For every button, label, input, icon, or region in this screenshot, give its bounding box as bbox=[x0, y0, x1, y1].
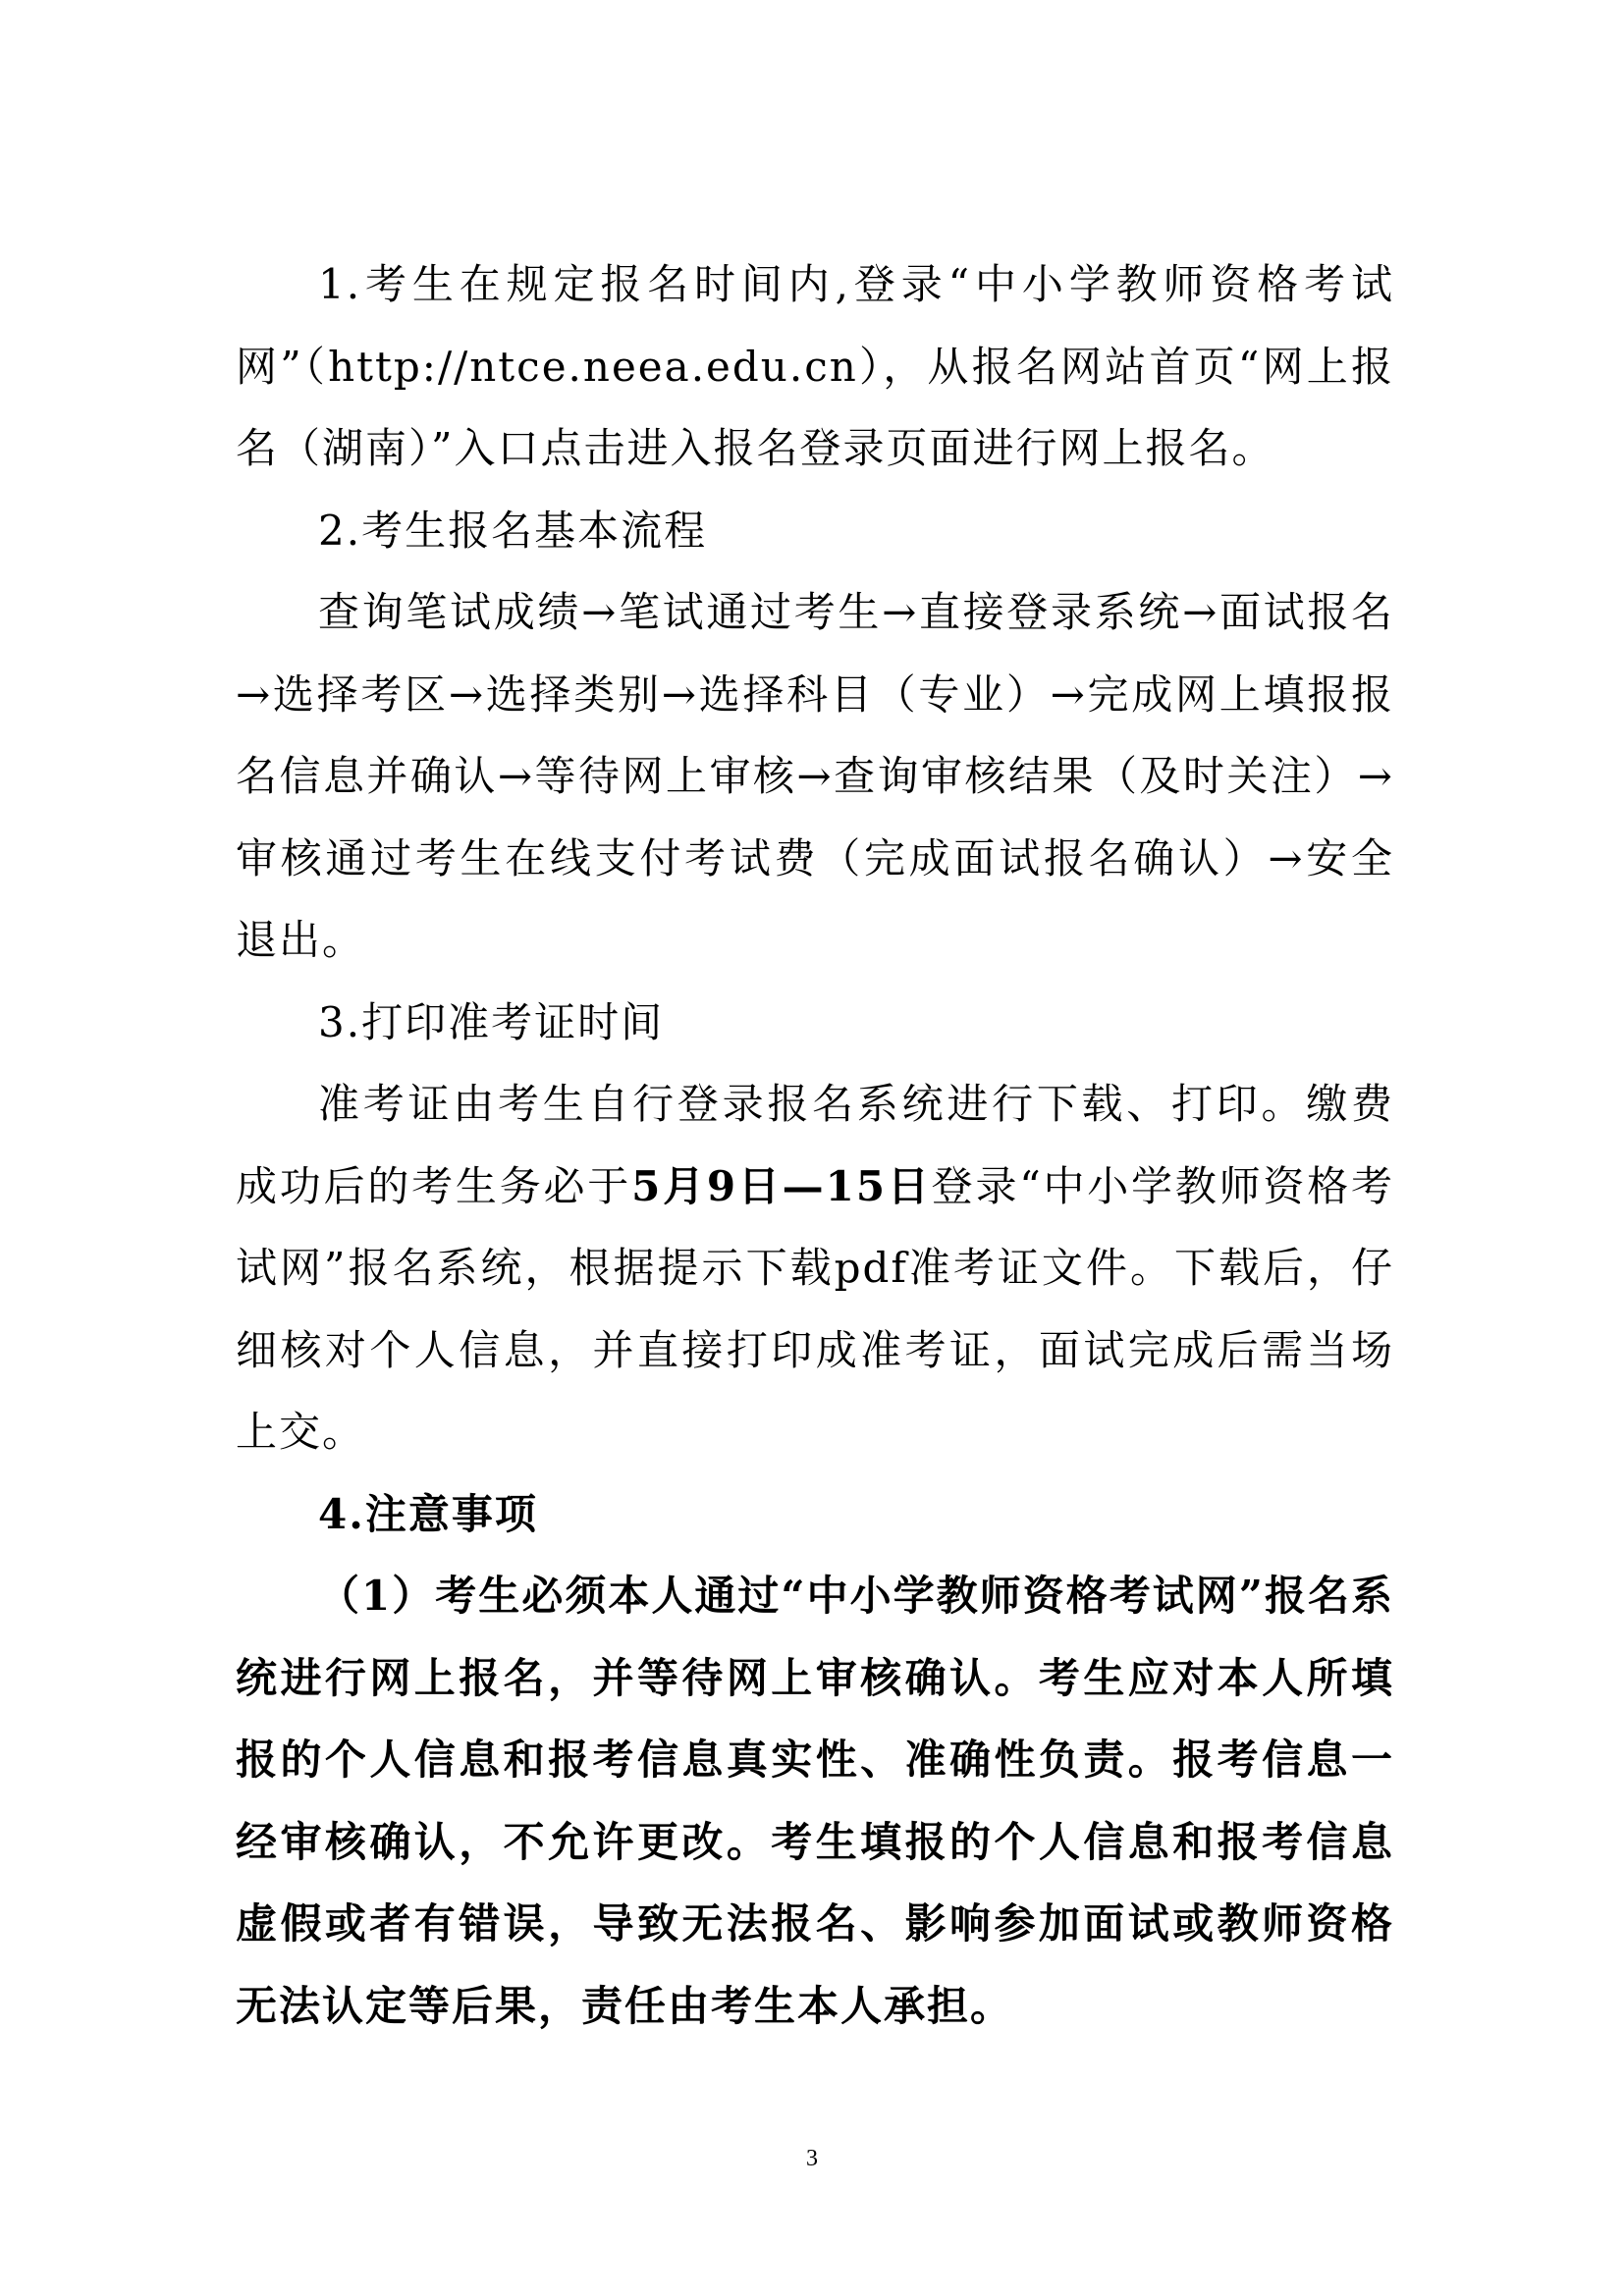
admission-ticket-text-end: 登录“中小学教师资格考试网”报名系统，根据提示下载pdf准考证文件。下载后，仔细核对个人信息，并直接打印成准考证，面试完成后需当场上交。 bbox=[236, 1161, 1394, 1456]
admission-ticket-text-start: 准考证由考生自行登录报名系统进行下载、打印。缴费成功后的考生务必于 bbox=[236, 1080, 1394, 1210]
paragraph-note-1: （1）考生必须本人通过“中小学教师资格考试网”报名系统进行网上报名，并等待网上审核确认。考生应对本人所填报的个人信息和报考信息真实性、准确性负责。报考信息一经审核确认，不允许更改。考生填报的个人信息和报考信息虚假或者有错误，导致无法报名、影响参加面试或教师资格无法认定等后果，责任由考生本人承担。 bbox=[236, 1572, 1394, 2030]
heading-notes: 4.注意事项 bbox=[318, 1489, 538, 1538]
paragraph-registration-flow: 查询笔试成绩→笔试通过考生→直接登录系统→面试报名→选择考区→选择类别→选择科目（专业）→完成网上填报报名信息并确认→等待网上审核→查询审核结果（及时关注）→审核通过考生在线支付考试费（完成面试报名确认）→安全退出。 bbox=[236, 588, 1394, 964]
paragraph-registration-login: 1.考生在规定报名时间内,登录“中小学教师资格考试网”（http://ntce.neea.edu.cn），从报名网站首页“网上报名（湖南）”入口点击进入报名登录页面进行网上报名。 bbox=[236, 260, 1394, 472]
heading-admission-ticket-time: 3.打印准考证时间 bbox=[318, 997, 665, 1046]
admission-ticket-date-range: 5月9日—15日 bbox=[631, 1161, 932, 1210]
document-body bbox=[236, 243, 1394, 2047]
page-number: 3 bbox=[806, 2146, 818, 2171]
heading-registration-process: 2.考生报名基本流程 bbox=[318, 506, 708, 555]
paragraph-admission-ticket bbox=[236, 1063, 1394, 1473]
